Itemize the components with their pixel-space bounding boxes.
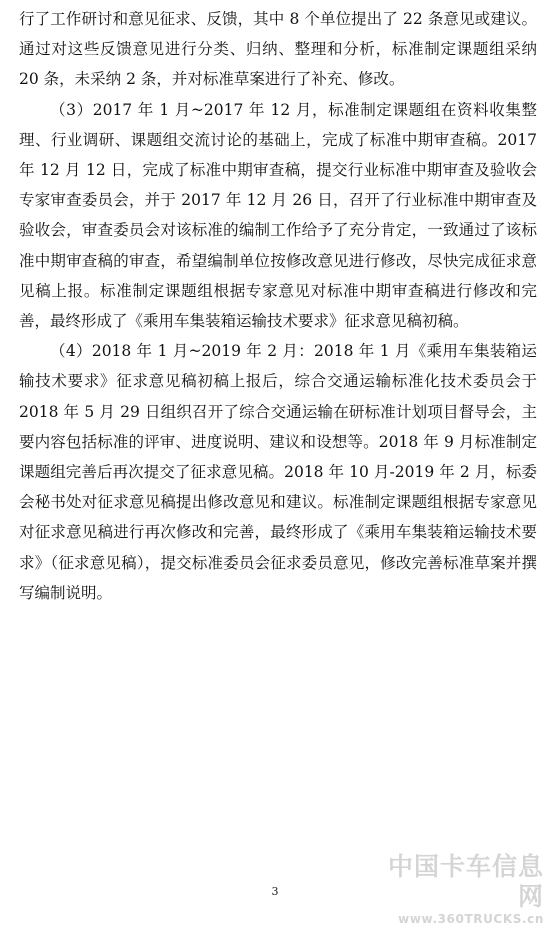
page-number: 3: [271, 885, 279, 898]
watermark-site-name: 中国卡车信息网: [387, 852, 544, 911]
watermark-site-url: www.360TRUCKS.cn: [398, 912, 544, 926]
paragraph-continuation: 行了工作研讨和意见征求、反馈，其中 8 个单位提出了 22 条意见或建议。通过对这些反馈意见进行分类、归纳、整理和分析，标准制定课题组采纳 20 条，未采纳 2 条，并对标准草案进行了补充、修改。: [19, 10, 537, 89]
document-body: [19, 4, 537, 608]
paragraph-item-4: （4）2018 年 1 月~2019 年 2 月：2018 年 1 月《乘用车集装箱运输技术要求》征求意见稿初稿上报后，综合交通运输标准化技术委员会于 2018 年 5 月 29 日组织召开了综合交通运输在研标准计划项目督导会，主要内容包括标准的评审、进度说明、建议和设想等。2018 年 9 月标准制定课题组完善后再次提交了征求意见稿。2018 年 10 月-2019 年 2 月，标委会秘书处对征求意见稿提出修改意见和建议。标准制定课题组根据专家意见对征求意见稿进行再次修改和完善，最终形成了《乘用车集装箱运输技术要求》（征求意见稿），提交标准委员会征求委员意见，修改完善标准草案并撰写编制说明。: [19, 342, 537, 602]
paragraph-item-3: （3）2017 年 1 月~2017 年 12 月，标准制定课题组在资料收集整理、行业调研、课题组交流讨论的基础上，完成了标准中期审查稿。2017 年 12 月 12 日，完成了标准中期审查稿，提交行业标准中期审查及验收会专家审查委员会，并于 2017 年 12 月 26 日，召开了行业标准中期审查及验收会，审查委员会对该标准的编制工作给予了充分肯定，一致通过了该标准中期审查稿的审查，希望编制单位按修改意见进行修改，尽快完成征求意见稿上报。标准制定课题组根据专家意见对标准中期审查稿进行修改和完善，最终形成了《乘用车集装箱运输技术要求》征求意见稿初稿。: [19, 100, 537, 331]
